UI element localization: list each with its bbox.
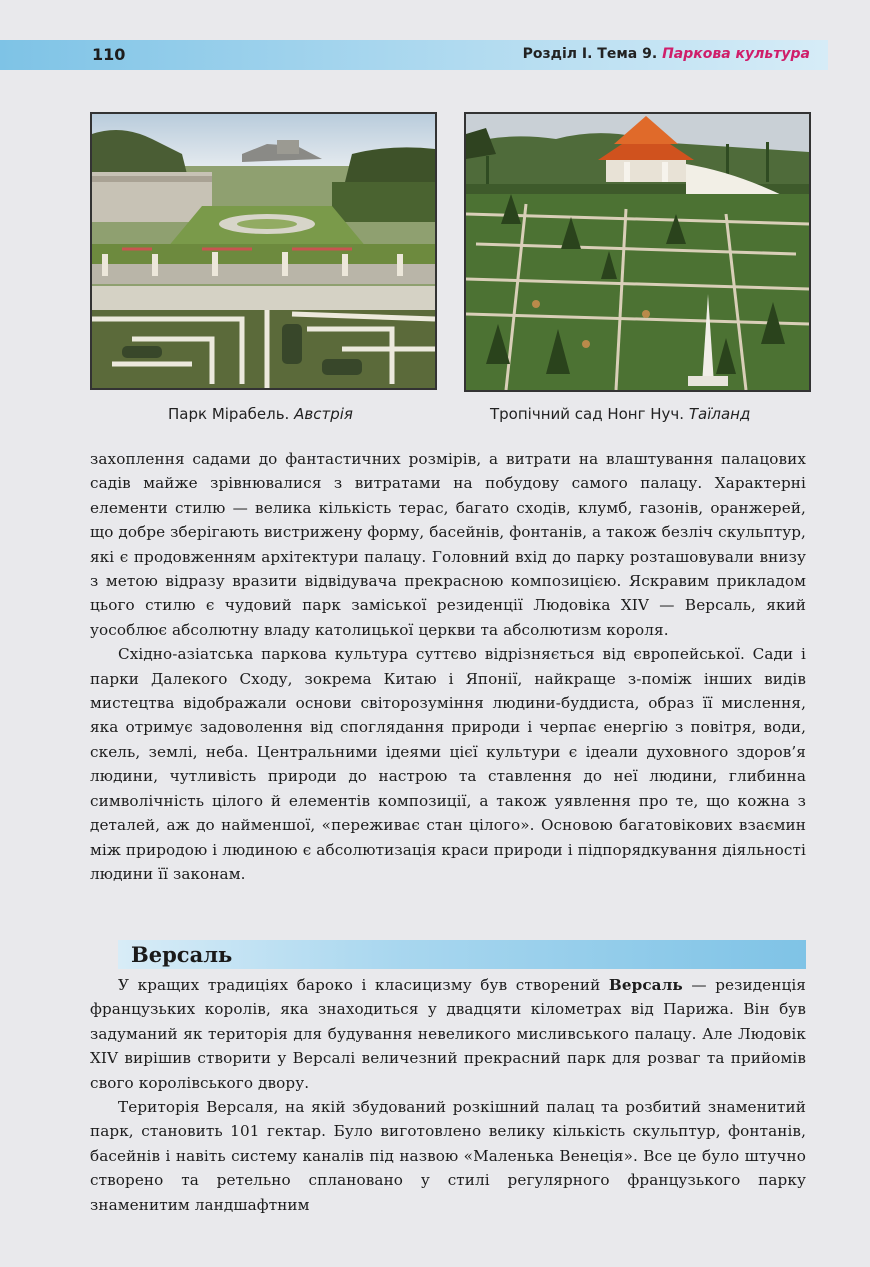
- paragraph: [90, 973, 806, 1095]
- body-text-block: [90, 447, 806, 886]
- figure-caption-mirabell: [168, 405, 353, 423]
- nong-nooch-garden-photo: [464, 112, 811, 392]
- mirabell-garden-photo: [90, 112, 437, 390]
- section-text-block: [90, 973, 806, 1217]
- caption-country: Австрія: [294, 405, 353, 423]
- paragraph-text: У кращих традиціях бароко і класицизму був створений: [118, 976, 609, 994]
- caption-text: Парк Мірабель.: [168, 405, 290, 423]
- figure-caption-nong-nooch: [490, 405, 750, 423]
- paragraph: захоплення садами до фантастичних розмірів, а витрати на влаштування палацових садів майже зрівнювалися з витратами на побудову самого палацу. Характерні елементи стилю — велика кількість терас, багато сходів, клумб, газонів, оранжерей, що добре зберігають вистрижену форму, басейнів, фонтанів, а також безліч скульптур, які є продовженням архітектури палацу. Головний вхід до парку розташовували внизу з метою відразу вразити відвідувача прекрасною композицією. Яскравим прикладом цього стилю є чудовий парк заміської резиденції Людовіка XIV — Версаль, який уособлює абсолютну владу католицької церкви та абсолютизм короля.: [90, 450, 806, 639]
- paragraph: Територія Версаля, на якій збудований розкішний палац та розбитий знаменитий парк, становить 101 гектар. Було виготовлено велику кількість скульптур, фонтанів, басейнів і навіть систему каналів під назвою «Маленька Венеція». Все це було штучно створено та ретельно сплановано у стилі регулярного французького парку знаменитим ландшафтним: [90, 1098, 806, 1214]
- running-head: [523, 46, 810, 62]
- bold-term: Версаль: [608, 976, 683, 994]
- running-head-section: Розділ І. Тема 9.: [522, 46, 658, 62]
- caption-text: Тропічний сад Нонг Нуч.: [490, 405, 685, 423]
- page-number: 110: [92, 45, 126, 64]
- section-heading: Версаль: [131, 942, 233, 967]
- caption-country: Таїланд: [688, 405, 751, 423]
- paragraph-text: — резиденція французьких королів, яка знаходиться у двадцяти кілометрах від Парижа. Він був задуманий як територія для будування невеликого мисливського палацу. Але Людовік XIV вирішив створити у Версалі величезний прекрасний парк для розваг та прийомів свого королівського двору.: [90, 976, 806, 1092]
- paragraph: Східно-азіатська паркова культура суттєво відрізняється від європейської. Сади і парки Далекого Сходу, зокрема Китаю і Японії, найкраще з-поміж інших видів мистецтва відображали основи світорозуміння людини-буддиста, образ її мислення, яка отримує задоволення від споглядання природи і черпає енергію з повітря, води, скель, землі, неба. Центральними ідеями цієї культури є ідеали духовного здоров’я людини, чутливість природи до настрою та ставлення до неї людини, глибинна символічність цілого й елементів композиції, а також уявлення про те, що кожна з деталей, аж до найменшої, «переживає стан цілого». Основою багатовікових взаємин між природою і людиною є абсолютизація краси природи і підпорядкування діяльності людини її законам.: [90, 645, 806, 883]
- running-head-topic: Паркова культура: [662, 46, 810, 62]
